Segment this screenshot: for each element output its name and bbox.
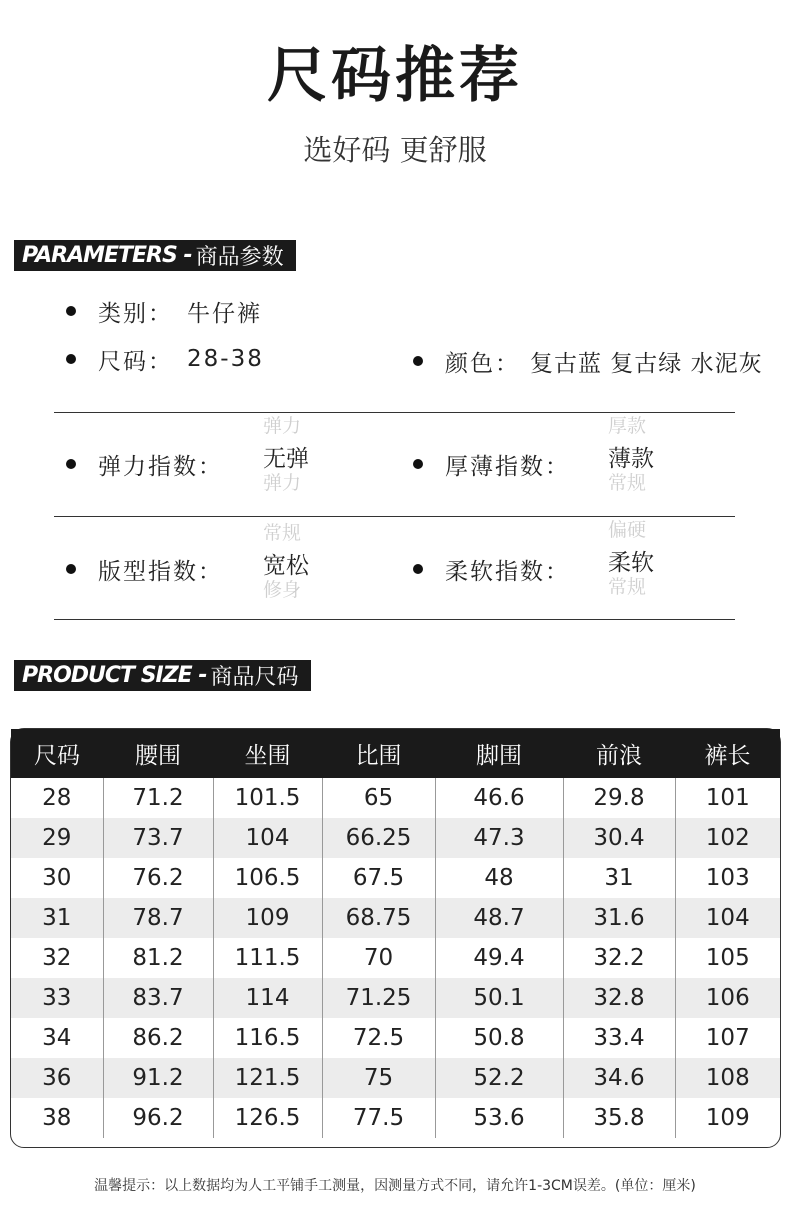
table-cell: 126.5 <box>213 1098 322 1138</box>
table-cell: 105 <box>705 945 750 971</box>
bullet-icon <box>66 354 76 364</box>
picker-option-below: 弹力 <box>263 472 302 494</box>
table-cell: 83.7 <box>103 978 213 1018</box>
table-cell: 50.8 <box>435 1018 563 1058</box>
table-row <box>11 938 780 978</box>
table-cell: 71.2 <box>103 778 213 818</box>
table-cell: 108 <box>705 1065 750 1091</box>
table-cell: 72.5 <box>322 1018 435 1058</box>
bullet-icon <box>66 564 76 574</box>
param-elasticity <box>66 448 223 480</box>
table-cell: 75 <box>322 1058 435 1098</box>
category-label: 类别： <box>98 300 173 327</box>
table-cell: 34.6 <box>563 1058 675 1098</box>
picker-option-above: 常规 <box>263 522 302 544</box>
table-row <box>11 898 780 938</box>
bullet-icon <box>66 306 76 316</box>
table-cell: 103 <box>705 865 750 891</box>
divider <box>54 619 735 620</box>
table-cell: 71.25 <box>322 978 435 1018</box>
table-cell: 33 <box>11 978 103 1018</box>
picker-option-above: 偏硬 <box>608 519 647 541</box>
category-value: 牛仔裤 <box>187 300 262 327</box>
table-cell: 109 <box>213 898 322 938</box>
table-cell: 32 <box>11 938 103 978</box>
table-cell: 49.4 <box>435 938 563 978</box>
table-cell: 106 <box>705 985 750 1011</box>
color-value: 复古蓝 复古绿 水泥灰 <box>530 350 763 377</box>
table-cell: 48 <box>435 858 563 898</box>
parameters-label-zh: 商品参数 <box>195 245 284 270</box>
table-cell: 48.7 <box>435 898 563 938</box>
picker-selected: 宽松 <box>263 553 309 579</box>
table-row <box>11 818 780 858</box>
table-cell: 29 <box>11 818 103 858</box>
table-header-cell: 比围 <box>355 743 402 769</box>
table-cell: 33.4 <box>563 1018 675 1058</box>
table-row <box>11 1058 780 1098</box>
table-cell: 77.5 <box>322 1098 435 1138</box>
table-cell: 70 <box>322 938 435 978</box>
table-header-cell: 尺码 <box>34 743 80 769</box>
table-cell: 78.7 <box>103 898 213 938</box>
table-row <box>11 1098 780 1138</box>
table-cell: 31 <box>11 898 103 938</box>
table-cell: 73.7 <box>103 818 213 858</box>
table-cell: 106.5 <box>213 858 322 898</box>
table-cell: 38 <box>11 1098 103 1138</box>
table-cell: 76.2 <box>103 858 213 898</box>
table-cell: 30 <box>11 858 103 898</box>
fit-picker <box>263 522 353 601</box>
table-cell: 107 <box>705 1025 750 1051</box>
table-row <box>11 858 780 898</box>
table-cell: 101.5 <box>213 778 322 818</box>
footnote: 温馨提示：以上数据均为人工平铺手工测量，因测量方式不同，请允许1-3CM误差。(单位：厘米) <box>94 1178 696 1194</box>
table-header-cell: 坐围 <box>244 743 291 769</box>
parameters-label-en: PARAMETERS - <box>22 243 192 268</box>
table-cell: 121.5 <box>213 1058 322 1098</box>
table-cell: 34 <box>11 1018 103 1058</box>
elasticity-label: 弹力指数： <box>98 453 223 480</box>
table-cell: 36 <box>11 1058 103 1098</box>
parameters-section-label <box>14 240 296 271</box>
page-title: 尺码推荐 <box>267 41 523 111</box>
table-cell: 67.5 <box>322 858 435 898</box>
table-cell: 114 <box>213 978 322 1018</box>
softness-label: 柔软指数： <box>445 558 570 585</box>
table-body <box>11 778 780 1138</box>
bullet-icon <box>413 459 423 469</box>
table-cell: 111.5 <box>213 938 322 978</box>
table-cell: 116.5 <box>213 1018 322 1058</box>
color-label: 颜色： <box>445 350 520 377</box>
param-softness <box>413 553 570 585</box>
table-cell: 86.2 <box>103 1018 213 1058</box>
product-size-section-label <box>14 660 311 691</box>
table-cell: 104 <box>705 905 750 931</box>
softness-picker <box>608 519 698 598</box>
picker-option-below: 常规 <box>608 576 647 598</box>
picker-option-above: 弹力 <box>263 415 302 437</box>
table-cell: 91.2 <box>103 1058 213 1098</box>
table-cell: 29.8 <box>563 778 675 818</box>
thickness-picker <box>608 415 698 494</box>
table-cell: 32.2 <box>563 938 675 978</box>
param-size <box>66 343 264 375</box>
table-cell: 104 <box>213 818 322 858</box>
product-size-label-zh: 商品尺码 <box>210 665 299 690</box>
table-cell: 53.6 <box>435 1098 563 1138</box>
table-header-row <box>11 729 780 778</box>
thickness-label: 厚薄指数： <box>445 453 570 480</box>
param-color <box>413 345 763 377</box>
param-fit <box>66 553 223 585</box>
picker-option-below: 常规 <box>608 472 647 494</box>
table-cell: 81.2 <box>103 938 213 978</box>
table-cell: 46.6 <box>435 778 563 818</box>
table-header-cell: 腰围 <box>135 743 181 769</box>
size-table <box>10 728 781 1148</box>
picker-option-below: 修身 <box>263 579 302 601</box>
bullet-icon <box>66 459 76 469</box>
table-cell: 31.6 <box>563 898 675 938</box>
size-value: 28-38 <box>187 346 264 372</box>
table-cell: 102 <box>705 825 750 851</box>
table-cell: 30.4 <box>563 818 675 858</box>
table-cell: 101 <box>705 785 750 811</box>
elasticity-picker <box>263 415 353 494</box>
table-cell: 47.3 <box>435 818 563 858</box>
table-cell: 50.1 <box>435 978 563 1018</box>
table-row <box>11 778 780 818</box>
table-cell: 109 <box>705 1105 750 1131</box>
table-row <box>11 978 780 1018</box>
table-cell: 96.2 <box>103 1098 213 1138</box>
table-cell: 32.8 <box>563 978 675 1018</box>
table-cell: 68.75 <box>322 898 435 938</box>
picker-selected: 无弹 <box>263 446 309 472</box>
bullet-icon <box>413 564 423 574</box>
table-row <box>11 1018 780 1058</box>
param-thickness <box>413 448 570 480</box>
bullet-icon <box>413 356 423 366</box>
picker-option-above: 厚款 <box>608 415 647 437</box>
table-cell: 28 <box>11 778 103 818</box>
table-cell: 31 <box>563 858 675 898</box>
size-label: 尺码： <box>98 348 173 375</box>
page-subtitle: 选好码 更舒服 <box>303 133 487 167</box>
fit-label: 版型指数： <box>98 558 223 585</box>
picker-selected: 薄款 <box>608 446 654 472</box>
picker-selected: 柔软 <box>608 550 654 576</box>
table-header-cell: 脚围 <box>476 743 522 769</box>
table-cell: 52.2 <box>435 1058 563 1098</box>
table-cell: 65 <box>322 778 435 818</box>
param-category <box>66 295 262 327</box>
table-header-cell: 裤长 <box>704 743 751 769</box>
table-header-cell: 前浪 <box>596 743 642 769</box>
product-size-label-en: PRODUCT SIZE - <box>22 663 207 688</box>
table-cell: 35.8 <box>563 1098 675 1138</box>
table-cell: 66.25 <box>322 818 435 858</box>
